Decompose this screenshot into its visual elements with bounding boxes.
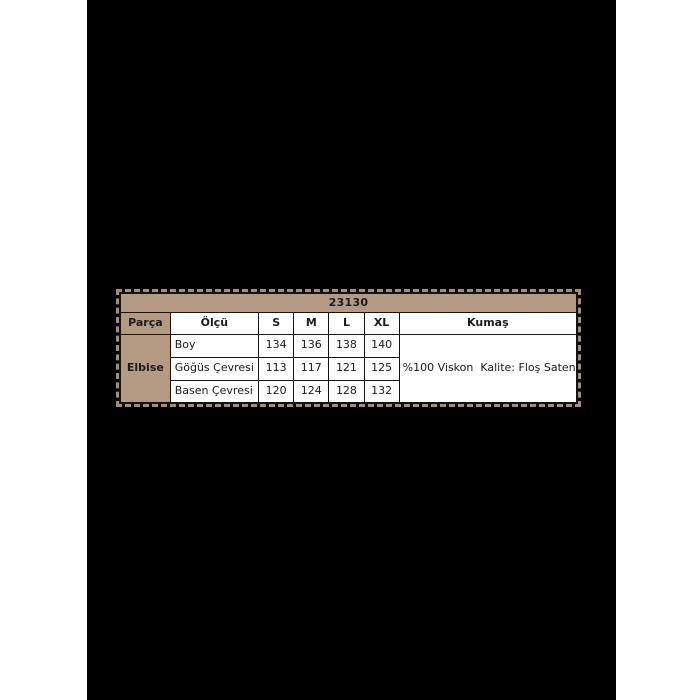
size-chart-panel: [116, 289, 581, 407]
col-header-size-xl: XL: [364, 312, 399, 334]
measure-value: 121: [329, 357, 364, 380]
col-header-olcu: Ölçü: [170, 312, 258, 334]
measure-value: 140: [364, 334, 399, 357]
col-header-parca: Parça: [120, 312, 170, 334]
col-header-size-l: L: [329, 312, 364, 334]
col-header-size-m: M: [294, 312, 329, 334]
measure-label: Göğüs Çevresi: [170, 357, 258, 380]
size-chart-table: [119, 292, 578, 404]
measure-value: 138: [329, 334, 364, 357]
measure-value: 117: [294, 357, 329, 380]
measure-value: 113: [259, 357, 294, 380]
measure-value: 128: [329, 380, 364, 403]
measure-label: Basen Çevresi: [170, 380, 258, 403]
measure-label: Boy: [170, 334, 258, 357]
measure-value: 136: [294, 334, 329, 357]
measure-value: 124: [294, 380, 329, 403]
photo-backdrop: [87, 0, 616, 700]
measure-value: 125: [364, 357, 399, 380]
fabric-note: %100 Viskon Kalite: Floş Saten: [399, 334, 577, 403]
table-row-boy: [120, 334, 577, 357]
measure-value: 134: [259, 334, 294, 357]
col-header-kumas: Kumaş: [399, 312, 577, 334]
product-code: 23130: [120, 293, 577, 312]
col-header-size-s: S: [259, 312, 294, 334]
measure-value: 120: [259, 380, 294, 403]
group-label-elbise: Elbise: [120, 334, 170, 403]
product-code-row: [120, 293, 577, 312]
measure-value: 132: [364, 380, 399, 403]
column-header-row: [120, 312, 577, 334]
